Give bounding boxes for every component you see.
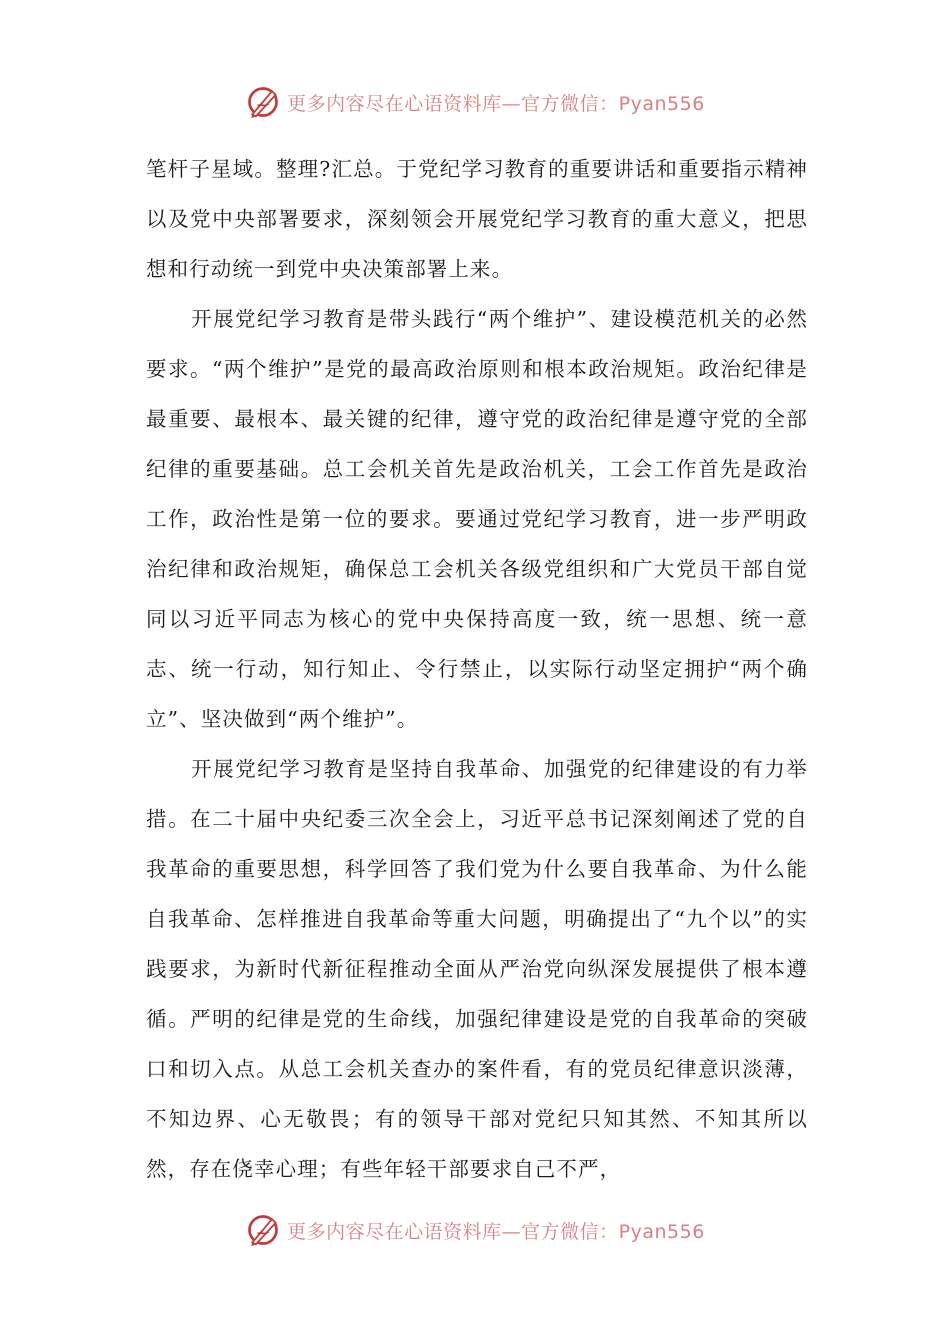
paragraph-2: 开展党纪学习教育是带头践行“两个维护”、建设模范机关的必然要求。“两个维护”是党的最高政治原则和根本政治规矩。政治纪律是最重要、最根本、最关键的纪律，遵守党的政治纪律是遵守党的全部纪律的重要基础。总工会机关首先是政治机关，工会工作首先是政治工作，政治性是第一位的要求。要通过党纪学习教育，进一步严明政治纪律和政治规矩，确保总工会机关各级党组织和广大党员干部自觉同以习近平同志为核心的党中央保持高度一致，统一思想、统一意志、统一行动，知行知止、令行禁止，以实际行动坚定拥护“两个确立”、坚决做到“两个维护”。 bbox=[146, 307, 808, 731]
banner-text: 更多内容尽在心语资料库—官方微信：Pyan556 bbox=[287, 92, 705, 115]
paragraph-3: 开展党纪学习教育是坚持自我革命、加强党的纪律建设的有力举措。在二十届中央纪委三次全会上，习近平总书记深刻阐述了党的自我革命的重要思想，科学回答了我们党为什么要自我革命、为什么能自我革命、怎样推进自我革命等重大问题，明确提出了“九个以”的实践要求，为新时代新征程推动全面从严治党向纵深发展提供了根本遵循。严明的纪律是党的生命线，加强纪律建设是党的自我革命的突破口和切入点。从总工会机关查办的案件看，有的党员纪律意识淡薄，不知边界、心无敬畏；有的领导干部对党纪只知其然、不知其所以然，存在侥幸心理；有些年轻干部要求自己不严， bbox=[146, 757, 808, 1181]
document-body bbox=[146, 144, 808, 1194]
footer-watermark-banner bbox=[0, 1208, 950, 1252]
pen-logo-icon bbox=[245, 84, 281, 120]
paragraph-1: 笔杆子星域。整理?汇总。于党纪学习教育的重要讲话和重要指示精神以及党中央部署要求，深刻领会开展党纪学习教育的重大意义，把思想和行动统一到党中央决策部署上来。 bbox=[146, 157, 808, 281]
banner-text: 更多内容尽在心语资料库—官方微信：Pyan556 bbox=[287, 1220, 705, 1243]
header-watermark-banner bbox=[0, 80, 950, 124]
pen-logo-icon bbox=[245, 1212, 281, 1248]
